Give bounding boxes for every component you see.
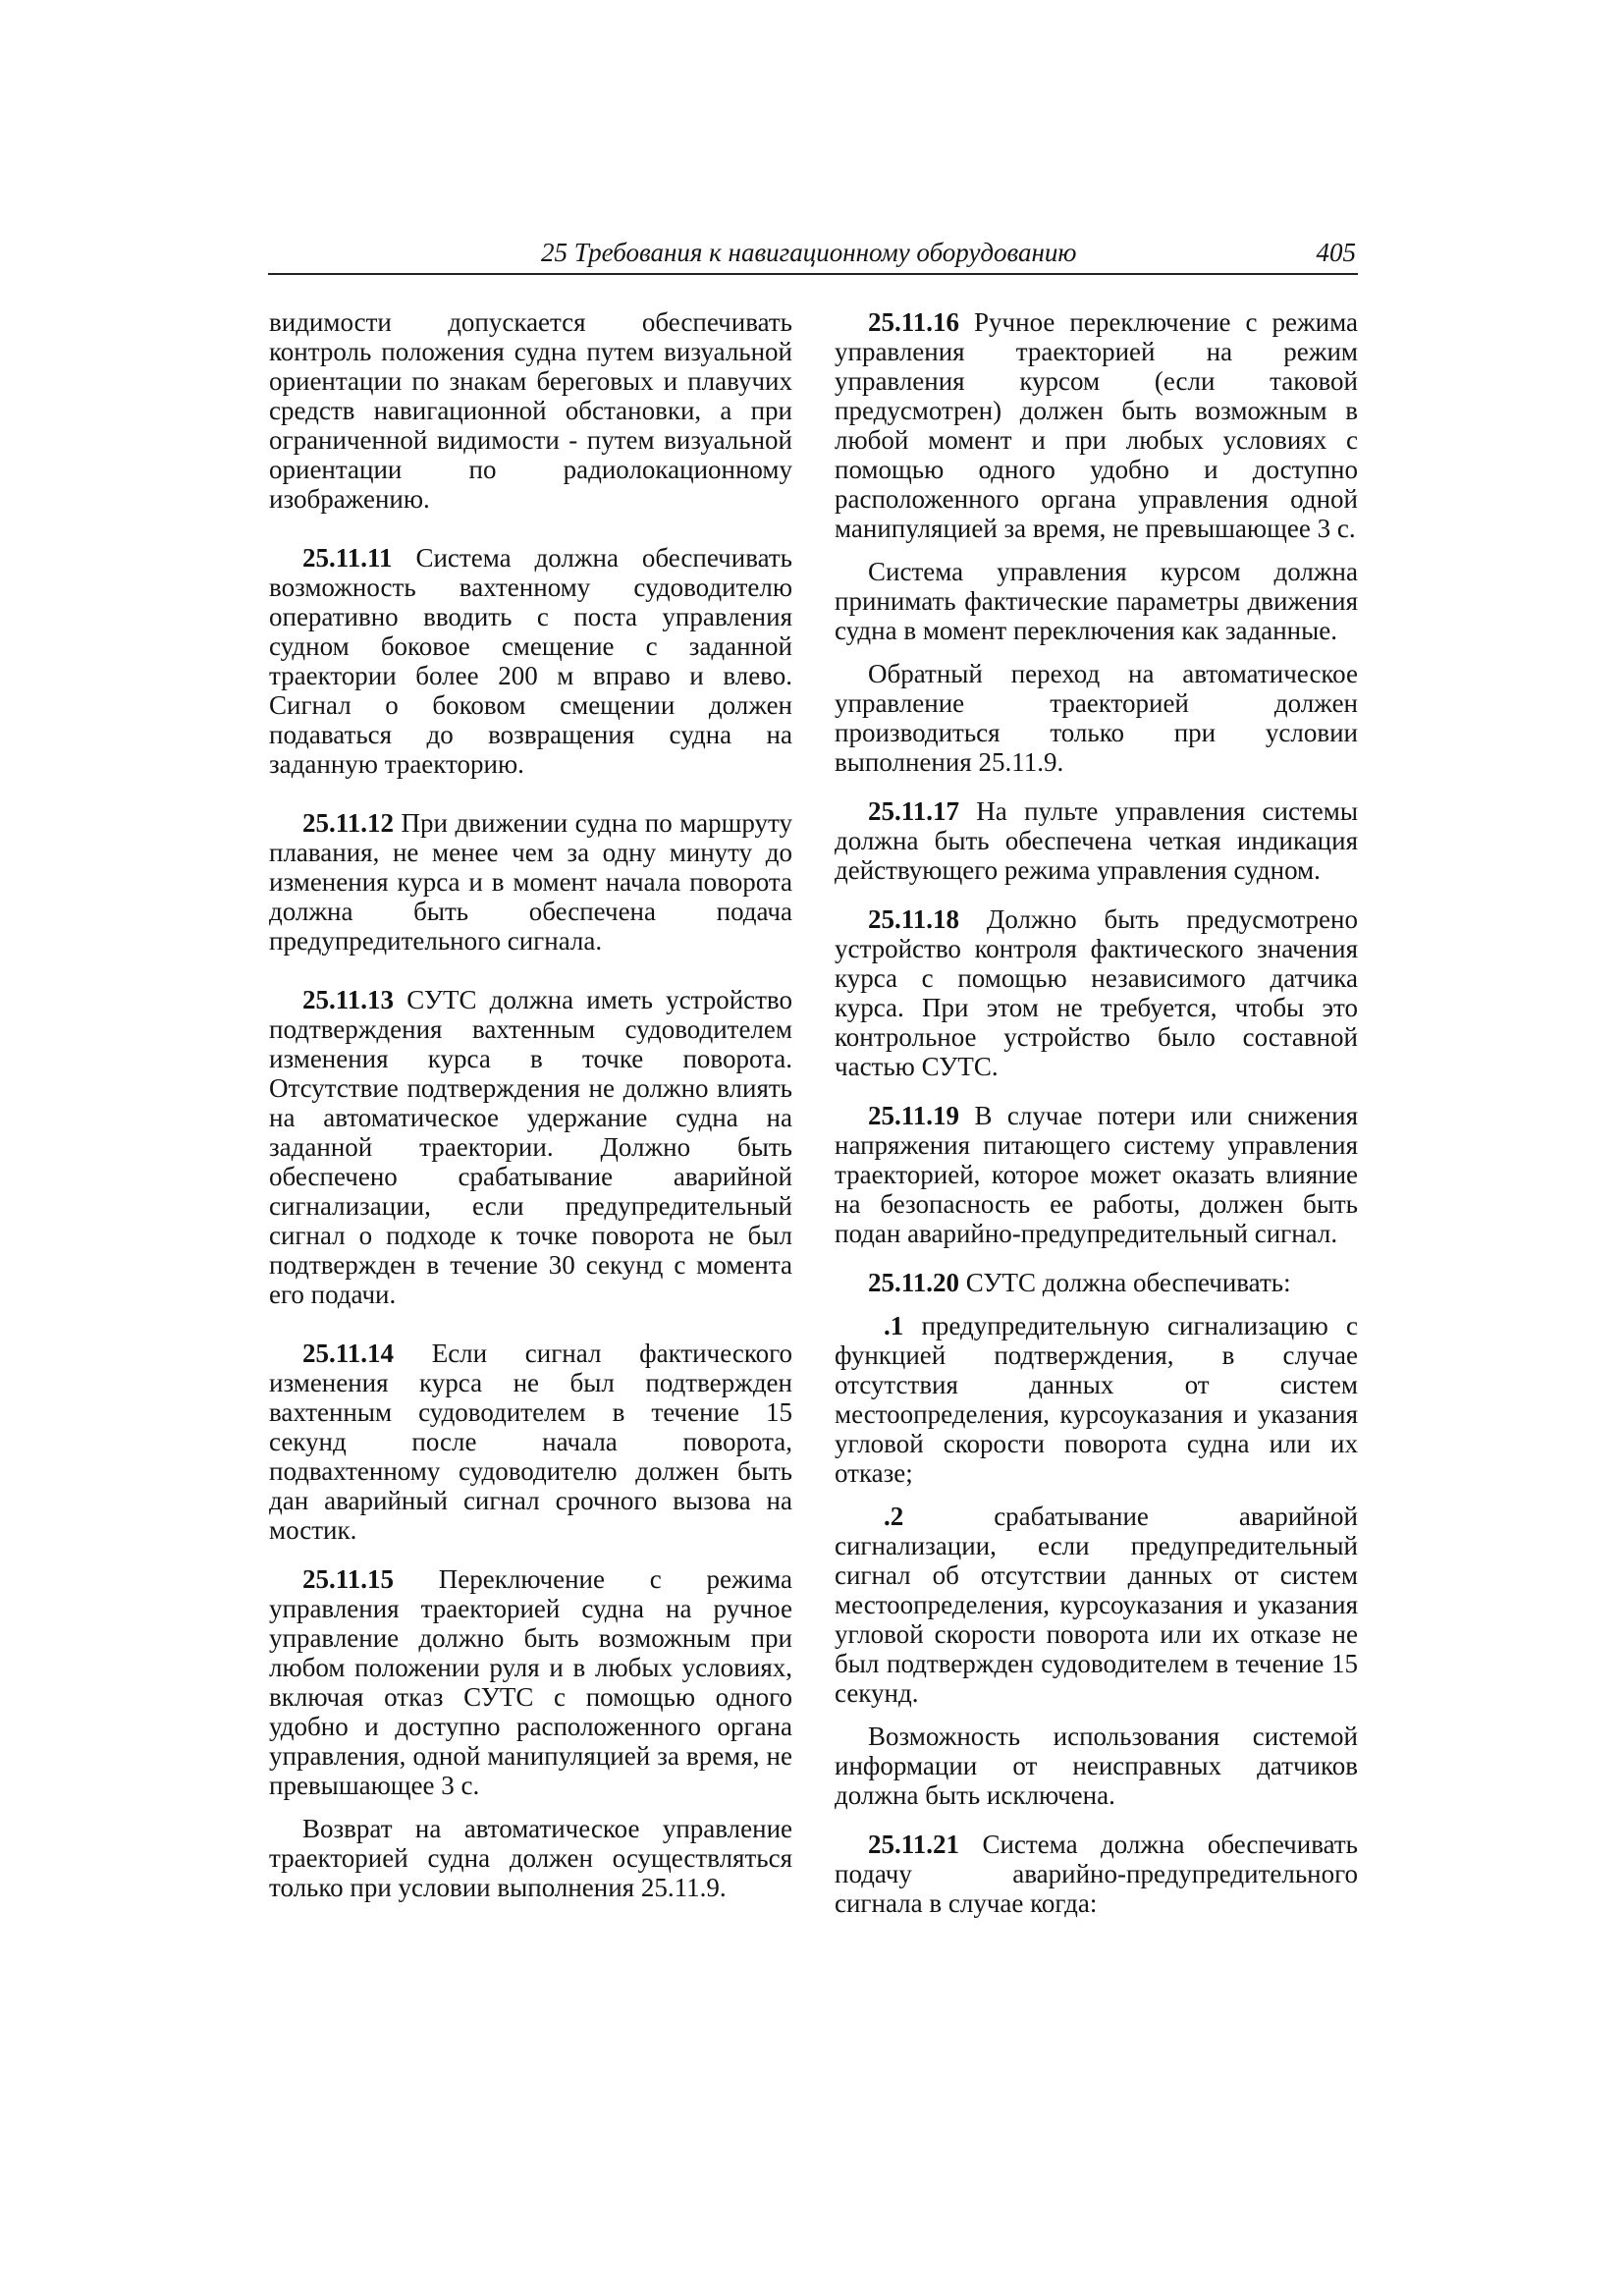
- paragraph: видимости допускается обеспечивать контроль положения судна путем визуальной ориентации по знакам береговых и плавучих средств навигационной обстановки, а при ограниченной видимости - путем визуальной ориентации по радиолокационному изображению.: [269, 307, 792, 514]
- paragraph-25-11-19: [835, 1101, 1358, 1248]
- section-number: 25.11.14: [302, 1339, 395, 1368]
- paragraph: Возможность использования системой информации от неисправных датчиков должна быть исключена.: [835, 1722, 1358, 1810]
- paragraph-text: СУТС должна иметь устройство подтверждения вахтенным судоводителем изменения курса в точке поворота. Отсутствие подтверждения не должно влиять на автоматическое удержание судна на заданной траектории. Должно быть обеспечено срабатывание аварийной сигнализации, если предупредительный сигнал о подходе к точке поворота не был подтвержден в течение 30 секунд с момента его подачи.: [269, 985, 792, 1309]
- section-number: 25.11.11: [302, 543, 393, 573]
- section-number: 25.11.21: [868, 1830, 960, 1859]
- paragraph-text: В случае потери или снижения напряжения питающего систему управления траекторией, которое может оказать влияние на безопасность ее работы, должен быть подан аварийно-предупредительный сигнал.: [835, 1101, 1358, 1248]
- paragraph-text: Система должна обеспечивать возможность вахтенному судоводителю оперативно вводить с поста управления судном боковое смещение с заданной траектории более 200 м вправо и влево. Сигнал о боковом смещении должен подаваться до возвращения судна на заданную траекторию.: [269, 543, 792, 779]
- paragraph-25-11-14: [269, 1339, 792, 1545]
- section-number: 25.11.19: [868, 1101, 960, 1130]
- paragraph: Система управления курсом должна принимать фактические параметры движения судна в момент переключения как заданные.: [835, 557, 1358, 645]
- section-number: 25.11.17: [868, 796, 960, 826]
- paragraph-25-11-17: [835, 796, 1358, 885]
- paragraph: Обратный переход на автоматическое управление траекторией должен производиться только при условии выполнения 25.11.9.: [835, 659, 1358, 777]
- page-number: 405: [1316, 238, 1356, 267]
- paragraph-text: Переключение с режима управления траекторией судна на ручное управление должно быть возможным при любом положении руля и в любых условиях, включая отказ СУТС с помощью одного удобно и доступно расположенного органа управления, одной манипуляцией за время, не превышающее 3 с.: [269, 1564, 792, 1800]
- paragraph: Возврат на автоматическое управление траекторией судна должен осуществляться только при условии выполнения 25.11.9.: [269, 1814, 792, 1902]
- left-column: [269, 307, 792, 1902]
- paragraph-25-11-13: [269, 985, 792, 1309]
- right-column: [835, 307, 1358, 1918]
- paragraph-text: На пульте управления системы должна быть обеспечена четкая индикация действующего режима управления судном.: [835, 796, 1358, 885]
- paragraph-25-11-16: [835, 307, 1358, 543]
- paragraph-25-11-15: [269, 1564, 792, 1800]
- paragraph-25-11-21: [835, 1830, 1358, 1918]
- paragraph-text: Система должна обеспечивать подачу аварийно-предупредительного сигнала в случае когда:: [835, 1830, 1358, 1918]
- paragraph-25-11-11: [269, 543, 792, 779]
- header-title: 25 Требования к навигационному оборудованию: [541, 238, 1077, 267]
- section-number: 25.11.18: [868, 904, 960, 934]
- paragraph-25-11-20: [835, 1268, 1358, 1297]
- paragraph-text: При движении судна по маршруту плавания, не менее чем за одну минуту до изменения курса и в момент начала поворота должна быть обеспечена подача предупредительного сигнала.: [269, 808, 792, 956]
- list-item: [835, 1502, 1358, 1708]
- running-header: [268, 236, 1358, 275]
- section-number: 25.11.13: [302, 985, 395, 1014]
- paragraph-25-11-18: [835, 904, 1358, 1081]
- list-item: [835, 1311, 1358, 1488]
- list-item-text: предупредительную сигнализацию с функцией подтверждения, в случае отсутствия данных от систем местоопределения, курсоуказания и указания угловой скорости поворота судна или их отказе;: [835, 1311, 1358, 1488]
- paragraph-text: СУТС должна обеспечивать:: [959, 1268, 1291, 1297]
- list-item-text: срабатывание аварийной сигнализации, если предупредительный сигнал об отсутствии данных от систем местоопределения, курсоуказания и указания угловой скорости поворота или их отказе не был подтвержден судоводителем в течение 15 секунд.: [835, 1502, 1358, 1708]
- paragraph-text: Ручное переключение с режима управления траекторией на режим управления курсом (если таковой предусмотрен) должен быть возможным в любой момент и при любых условиях с помощью одного удобно и доступно расположенного органа управления одной манипуляцией за время, не превышающее 3 с.: [835, 307, 1358, 543]
- paragraph-text: Если сигнал фактического изменения курса не был подтвержден вахтенным судоводителем в течение 15 секунд после начала поворота, подвахтенному судоводителю должен быть дан аварийный сигнал срочного вызова на мостик.: [269, 1339, 792, 1545]
- section-number: 25.11.12: [302, 808, 395, 838]
- paragraph-text: Должно быть предусмотрено устройство контроля фактического значения курса с помощью независимого датчика курса. При этом не требуется, чтобы это контрольное устройство было составной частью СУТС.: [835, 904, 1358, 1081]
- item-number: .1: [884, 1311, 904, 1340]
- section-number: 25.11.16: [868, 307, 960, 337]
- section-number: 25.11.20: [868, 1268, 960, 1297]
- paragraph-25-11-12: [269, 808, 792, 956]
- section-number: 25.11.15: [302, 1564, 395, 1594]
- item-number: .2: [884, 1502, 904, 1531]
